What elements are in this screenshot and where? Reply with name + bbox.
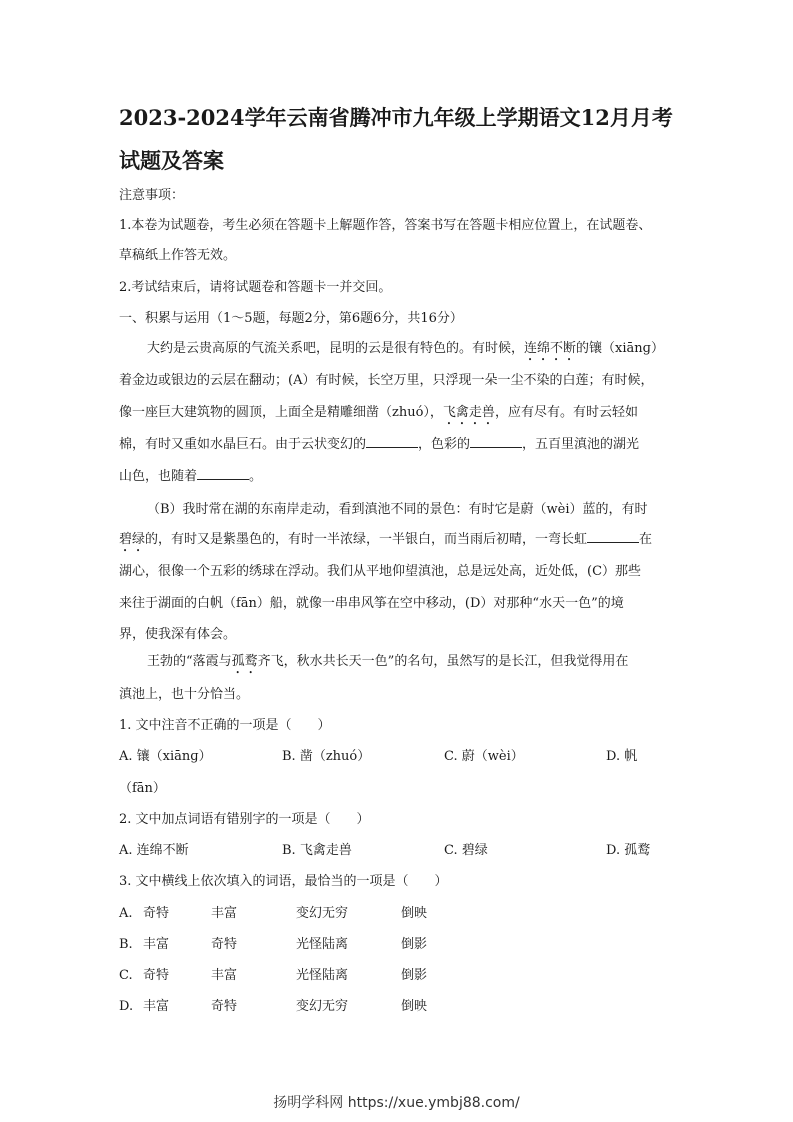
passage-line: 来往于湖面的白帆（fān）船，就像一串串风筝在空中移动，(D）对那种“水天一色”的境 [119, 596, 624, 611]
q1-option-a: A. 镶（xiānɡ） [119, 749, 212, 764]
dotted-word: 连绵不断 [524, 341, 577, 356]
dotted-word: 飞禽走兽 [442, 405, 495, 420]
passage-line: 王勃的“落霞与孤鹜齐飞，秋水共长天一色”的名句，虽然写的是长江，但我觉得用在 [147, 654, 629, 669]
passage-line: 着金边或银边的云层在翻动；(A）有时候，长空万里，只浮现一朵一尘不染的白莲；有时候， [119, 373, 654, 388]
q1-option-d-cont: （fān） [119, 781, 166, 796]
passage-line: 山色，也随着 。 [119, 469, 263, 484]
notice-heading: 注意事项： [119, 188, 185, 203]
passage-line: 湖心，很像一个五彩的绣球在浮动。我们从平地仰望滇池，总是远处高，近处低，(C）那些 [119, 564, 642, 579]
fill-blank [470, 435, 522, 448]
passage-line: （B）我时常在湖的东南岸走动，看到滇池不同的景色：有时它是蔚（wèi）蓝的，有时 [147, 502, 648, 517]
passage-line: 像一座巨大建筑物的圆顶，上面全是精雕细凿（zhuó），飞禽走兽，应有尽有。有时云轻如 [119, 405, 638, 420]
passage-line: 大约是云贵高原的气流关系吧，昆明的云是很有特色的。有时候，连绵不断的镶（xiānɡ） [147, 341, 664, 356]
fill-blank [366, 435, 418, 448]
passage-line: 碧绿的，有时又是紫墨色的，有时一半浓绿，一半银白，而当雨后初晴，一弯长虹 在 [119, 532, 653, 547]
q1-option-d: D. 帆 [606, 749, 638, 764]
notice-item-2: 2.考试结束后，请将试题卷和答题卡一并交回。 [119, 280, 392, 295]
passage-line: 界，使我深有体会。 [119, 627, 237, 642]
passage-line: 棉，有时又重如水晶巨石。由于云状变幻的 ，色彩的 ，五百里滇池的湖光 [119, 437, 640, 452]
notice-item-1-cont: 草稿纸上作答无效。 [119, 248, 237, 263]
question-1-stem: 1. 文中注音不正确的一项是（ ） [119, 718, 331, 733]
document-page: 2023-2024学年云南省腾冲市九年级上学期语文12月月考试题及答案 注意事项： 1.本卷为试题卷，考生必须在答题卡上解题作答，答案书写在答题卡相应位置上，在试题卷、 草稿纸上作答无效。 2.考试结束后，请将试题卷和答题卡一并交回。 一、积累与运用（1～5题，每题2分，第6题6分，共16分） 大约是云贵高原的气流关系吧，昆明的云是很有特色的。有时候，连绵不断的镶（xiānɡ） 着金边或银边的云层在翻动；(A）有时候，长空万里，只浮现一朵一尘不染的白莲；有时候， 像一座巨大建筑物的圆顶，上面全是精雕细凿（zhuó），飞禽走兽，应有尽有。有时云轻如 棉，有时又重如水晶巨石。由于云状变幻的 ，色彩的 ，五百里滇池的湖光 山色，也随着 。 （B）我时常在湖的东南岸走动，看到滇池不同的景色：有时它是蔚（wèi）蓝的，有时 碧绿的，有时又是紫墨色的，有时一半浓绿，一半银白，而当雨后初晴，一弯长虹 在 湖心，很像一个五彩的绣球在浮动。我们从平地仰望滇池，总是远处高，近处低，(C）那些 来往于湖面的白帆（fān）船，就像一串串风筝在空中移动，(D）对那种“水天一色”的境 界，使我深有体会。 王勃的“落霞与孤鹜齐飞，秋水共长天一色”的名句，虽然写的是长江，但我觉得用在 滇池上，也十分恰当。 1. 文中注音不正确的一项是（ ） A. 镶（xiānɡ） B. 凿（zhuó） C. 蔚（wèi） D. 帆 （fān） 2. 文中加点词语有错别字的一项是（ ） A. 连绵不断 B. 飞禽走兽 C. 碧绿 D. 孤鹜 3. 文中横线上依次填入的词语，最恰当的一项是（ ） A. 奇特 丰富 变幻无穷 倒映 B. 丰富 奇特 光怪陆离 倒影 C. 奇特 丰富 光怪陆离 倒影 D. 丰富 奇特 变幻无穷 倒映 扬明学科网 https://xue.ymbj88.com/ [0, 0, 793, 1122]
fill-blank [197, 467, 249, 480]
page-footer: 扬明学科网 https://xue.ymbj88.com/ [273, 1095, 520, 1111]
q2-option-b: B. 飞禽走兽 [282, 843, 352, 858]
q1-option-b: B. 凿（zhuó） [282, 749, 371, 764]
q2-option-d: D. 孤鹜 [606, 843, 651, 858]
q2-option-a: A. 连绵不断 [119, 843, 189, 858]
question-3-stem: 3. 文中横线上依次填入的词语，最恰当的一项是（ ） [119, 874, 448, 889]
page-title: 2023-2024学年云南省腾冲市九年级上学期语文12月月考试题及答案 [119, 105, 673, 173]
dotted-word: 孤鹜 [231, 654, 258, 669]
q2-option-c: C. 碧绿 [444, 843, 488, 858]
section-heading: 一、积累与运用（1～5题，每题2分，第6题6分，共16分） [119, 311, 463, 326]
passage-line: 滇池上，也十分恰当。 [119, 687, 250, 702]
q1-option-c: C. 蔚（wèi） [444, 749, 524, 764]
fill-blank [587, 530, 639, 543]
question-2-stem: 2. 文中加点词语有错别字的一项是（ ） [119, 812, 370, 827]
dotted-word: 碧绿 [119, 532, 146, 547]
notice-item-1: 1.本卷为试题卷，考生必须在答题卡上解题作答，答案书写在答题卡相应位置上，在试题卷、 [119, 218, 652, 233]
